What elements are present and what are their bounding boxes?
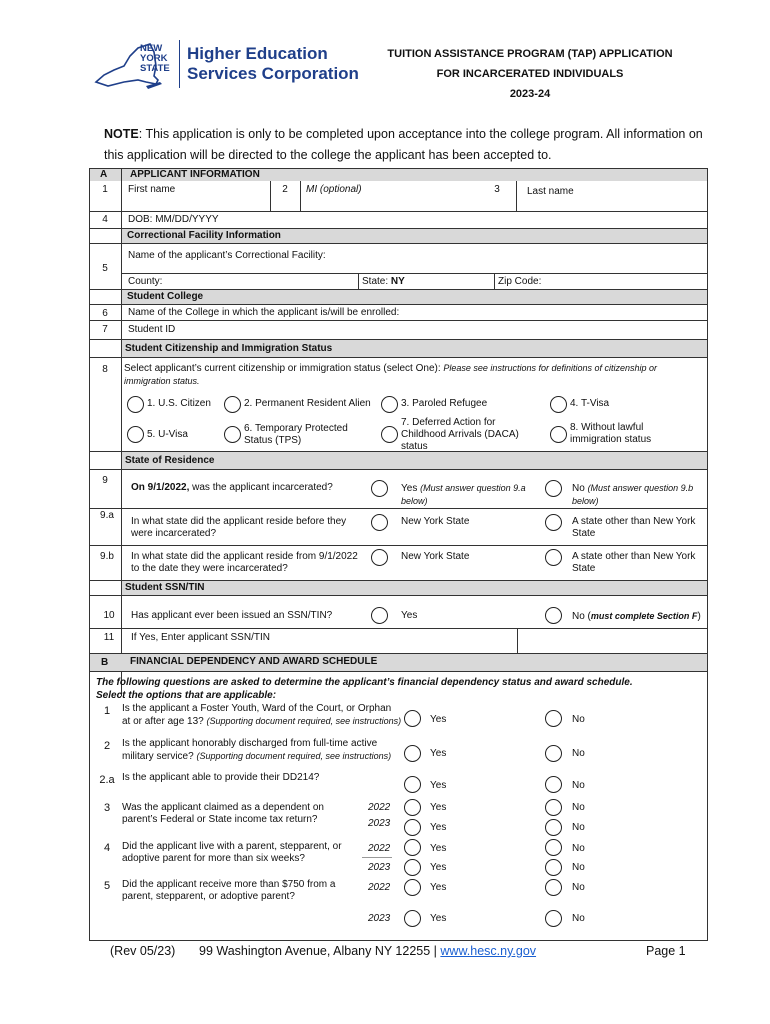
section-b-intro: The following questions are asked to determine the applicant’s financial dependency status and award schedule. <box>96 677 633 688</box>
subheading-bar <box>122 581 707 595</box>
radio-b2a-no[interactable] <box>545 776 562 793</box>
option-label: 6. Temporary Protected Status (TPS) <box>244 423 348 446</box>
row-line <box>90 545 707 546</box>
radio-us-citizen[interactable] <box>127 396 144 413</box>
option-label: Yes <box>430 843 447 854</box>
logo-state-text: NEW YORK STATE <box>140 43 170 74</box>
question-9a: In what state did the applicant reside before they were incarcerated? <box>131 516 347 539</box>
radio-b3-2023-no[interactable] <box>545 819 562 836</box>
radio-9a-ny[interactable] <box>371 514 388 531</box>
radio-b4-2022-yes[interactable] <box>404 839 421 856</box>
row-number: 5 <box>103 880 111 892</box>
option-label: Yes <box>430 822 447 833</box>
page-number: Page 1 <box>646 944 686 958</box>
option-label: No (Must answer question 9.b below) <box>572 483 694 506</box>
question-9: On 9/1/2022, was the applicant incarcerated? <box>131 482 333 493</box>
option-label: New York State <box>401 551 470 562</box>
radio-b5-2022-yes[interactable] <box>404 879 421 896</box>
year-divider <box>362 857 392 858</box>
radio-b2-no[interactable] <box>545 745 562 762</box>
footer-address: 99 Washington Avenue, Albany NY 12255 | www.hesc.ny.gov <box>199 944 537 958</box>
radio-b3-2023-yes[interactable] <box>404 819 421 836</box>
option-label: A state other than New York State <box>572 551 696 574</box>
row-number: 1 <box>102 184 108 195</box>
option-label: No <box>572 822 585 833</box>
question-b2: Is the applicant honorably discharged from full-time active military service? (Supporting document required, see instructions) <box>122 738 392 762</box>
first-name-field[interactable]: First name <box>128 184 176 195</box>
residence-heading: State of Residence <box>125 455 215 466</box>
radio-b4-2023-yes[interactable] <box>404 859 421 876</box>
year-label: 2022 <box>368 802 391 813</box>
question-b2a: Is the applicant able to provide their DD214? <box>122 772 320 783</box>
option-label: Yes <box>430 714 447 725</box>
citizenship-prompt: Select applicant’s current citizenship or immigration status (select One): Please see instructions for definitions of citizenship or immigration status. <box>124 363 658 386</box>
radio-9b-ny[interactable] <box>371 549 388 566</box>
subheading-bar <box>122 290 707 304</box>
year-label: 2022 <box>368 882 391 893</box>
option-label: 4. T-Visa <box>570 398 610 409</box>
question-9b: In what state did the applicant reside from 9/1/2022 to the date they were incarcerated? <box>131 551 358 574</box>
year-label: 2023 <box>368 818 391 829</box>
dob-field[interactable]: DOB: MM/DD/YYYY <box>128 214 219 225</box>
year-label: 2022 <box>368 843 391 854</box>
row-number: 2.a <box>99 774 115 786</box>
radio-9-no[interactable] <box>545 480 562 497</box>
ssn-heading: Student SSN/TIN <box>125 582 205 593</box>
student-id-field[interactable]: Student ID <box>128 324 176 335</box>
option-label: Yes <box>430 862 447 873</box>
website-link[interactable]: www.hesc.ny.gov <box>440 944 537 958</box>
row-number: 1 <box>103 705 111 717</box>
option-label: Yes <box>430 802 447 813</box>
row-number: 8 <box>102 364 108 375</box>
ssn-input[interactable] <box>517 628 707 653</box>
option-label: No <box>572 862 585 873</box>
row-line <box>90 304 707 305</box>
option-label: 2. Permanent Resident Alien <box>244 398 371 409</box>
year-label: 2023 <box>368 862 391 873</box>
radio-b2a-yes[interactable] <box>404 776 421 793</box>
row-number: 4 <box>102 214 108 225</box>
radio-b3-2022-no[interactable] <box>545 799 562 816</box>
row-line <box>90 243 707 244</box>
question-b1: Is the applicant a Foster Youth, Ward of the Court, or Orphan at or after age 13? (Supporting document required, see instructions) <box>122 703 402 727</box>
radio-10-yes[interactable] <box>371 607 388 624</box>
option-label: Yes <box>430 913 447 924</box>
option-label: Yes <box>430 882 447 893</box>
radio-b3-2022-yes[interactable] <box>404 799 421 816</box>
option-label: Yes <box>401 610 418 621</box>
row-number: 9.b <box>100 551 114 562</box>
row-number: 5 <box>102 263 108 274</box>
option-label: No <box>572 882 585 893</box>
footer-revision: (Rev 05/23) <box>110 944 176 958</box>
option-label: No <box>572 843 585 854</box>
college-heading: Student College <box>127 291 204 302</box>
section-a-letter: A <box>100 169 108 180</box>
section-a-heading: APPLICANT INFORMATION <box>130 169 260 180</box>
option-label: Yes <box>430 780 447 791</box>
question-11: If Yes, Enter applicant SSN/TIN <box>131 632 270 643</box>
radio-permanent-resident[interactable] <box>224 396 241 413</box>
option-label: No <box>572 748 585 759</box>
facility-heading: Correctional Facility Information <box>127 230 281 241</box>
row-line <box>122 273 707 274</box>
radio-b4-2022-no[interactable] <box>545 839 562 856</box>
radio-tps[interactable] <box>224 426 241 443</box>
college-name-field[interactable]: Name of the College in which the applicant is/will be enrolled: <box>128 307 400 318</box>
option-label: 3. Paroled Refugee <box>401 398 488 409</box>
facility-name-field[interactable]: Name of the applicant’s Correctional Facility: <box>128 250 326 261</box>
row-line <box>90 508 707 509</box>
option-label: 8. Without lawful immigration status <box>570 422 652 445</box>
radio-b5-2023-no[interactable] <box>545 910 562 927</box>
zip-code-field[interactable]: Zip Code: <box>498 276 542 287</box>
option-label: No <box>572 802 585 813</box>
option-label: No <box>572 714 585 725</box>
option-label: No <box>572 780 585 791</box>
state-field: State: NY <box>362 276 405 287</box>
radio-b5-2023-yes[interactable] <box>404 910 421 927</box>
question-b5: Did the applicant receive more than $750 from a parent, stepparent, or adoptive parent? <box>122 879 336 902</box>
row-number: 9 <box>102 475 108 486</box>
note-paragraph: NOTE: This application is only to be completed upon acceptance into the college program. All information on this application will be directed to the college the applicant has been accepted to. <box>104 127 703 162</box>
option-label: A state other than New York State <box>572 516 696 539</box>
option-label: 7. Deferred Action for Childhood Arrivals (DACA) status <box>401 417 519 452</box>
radio-paroled-refugee[interactable] <box>381 396 398 413</box>
option-label: 5. U-Visa <box>147 429 188 440</box>
radio-t-visa[interactable] <box>550 396 567 413</box>
section-b-heading: FINANCIAL DEPENDENCY AND AWARD SCHEDULE <box>130 656 378 667</box>
row-number: 6 <box>102 308 108 319</box>
section-b-letter: B <box>101 657 109 668</box>
radio-9b-other[interactable] <box>545 549 562 566</box>
row-number: 10 <box>103 610 115 621</box>
row-line <box>90 671 707 672</box>
cell-divider <box>300 181 301 211</box>
row-number: 7 <box>102 324 108 335</box>
radio-without-status[interactable] <box>550 426 567 443</box>
radio-9-yes[interactable] <box>371 480 388 497</box>
radio-b2-yes[interactable] <box>404 745 421 762</box>
row-line <box>90 211 707 212</box>
cell-divider <box>270 181 271 211</box>
cell-divider <box>516 181 517 211</box>
question-b3: Was the applicant claimed as a dependent on parent’s Federal or State income tax return? <box>122 802 324 825</box>
row-number: 2 <box>282 184 288 195</box>
question-10: Has applicant ever been issued an SSN/TIN? <box>131 610 333 621</box>
cell-divider <box>494 273 495 289</box>
logo-divider <box>179 40 180 88</box>
option-label: No <box>572 913 585 924</box>
row-number: 3 <box>494 184 500 195</box>
middle-initial-field[interactable]: MI (optional) <box>306 184 362 195</box>
option-label: 1. U.S. Citizen <box>147 398 211 409</box>
row-number: 11 <box>103 632 115 643</box>
option-label: Yes (Must answer question 9.a below) <box>401 483 526 506</box>
radio-b5-2022-no[interactable] <box>545 879 562 896</box>
radio-10-no[interactable] <box>545 607 562 624</box>
cell-divider <box>358 273 359 289</box>
radio-b1-no[interactable] <box>545 710 562 727</box>
radio-b1-yes[interactable] <box>404 710 421 727</box>
form-title: TUITION ASSISTANCE PROGRAM (TAP) APPLICATION FOR INCARCERATED INDIVIDUALS 2023-24 <box>387 48 673 100</box>
radio-9a-other[interactable] <box>545 514 562 531</box>
county-field[interactable]: County: <box>128 276 163 287</box>
radio-daca[interactable] <box>381 426 398 443</box>
row-line <box>90 357 707 358</box>
row-line <box>90 469 707 470</box>
option-label: New York State <box>401 516 470 527</box>
last-name-field[interactable]: Last name <box>527 186 574 197</box>
question-b4: Did the applicant live with a parent, stepparent, or adoptive parent for more than six weeks? <box>122 841 342 864</box>
row-line <box>90 320 707 321</box>
row-line <box>90 595 707 596</box>
section-b-instruction: Select the options that are applicable: <box>96 690 277 701</box>
row-number: 2 <box>103 740 111 752</box>
row-number: 4 <box>103 842 111 854</box>
option-label: No (must complete Section F) <box>572 611 701 622</box>
row-number: 9.a <box>100 510 114 521</box>
year-label: 2023 <box>368 913 391 924</box>
citizenship-heading: Student Citizenship and Immigration Status <box>125 343 333 354</box>
row-number: 3 <box>103 802 111 814</box>
option-label: Yes <box>430 748 447 759</box>
number-column-divider <box>121 169 122 696</box>
radio-u-visa[interactable] <box>127 426 144 443</box>
radio-b4-2023-no[interactable] <box>545 859 562 876</box>
logo-org-text: Higher Education Services Corporation <box>187 44 359 83</box>
